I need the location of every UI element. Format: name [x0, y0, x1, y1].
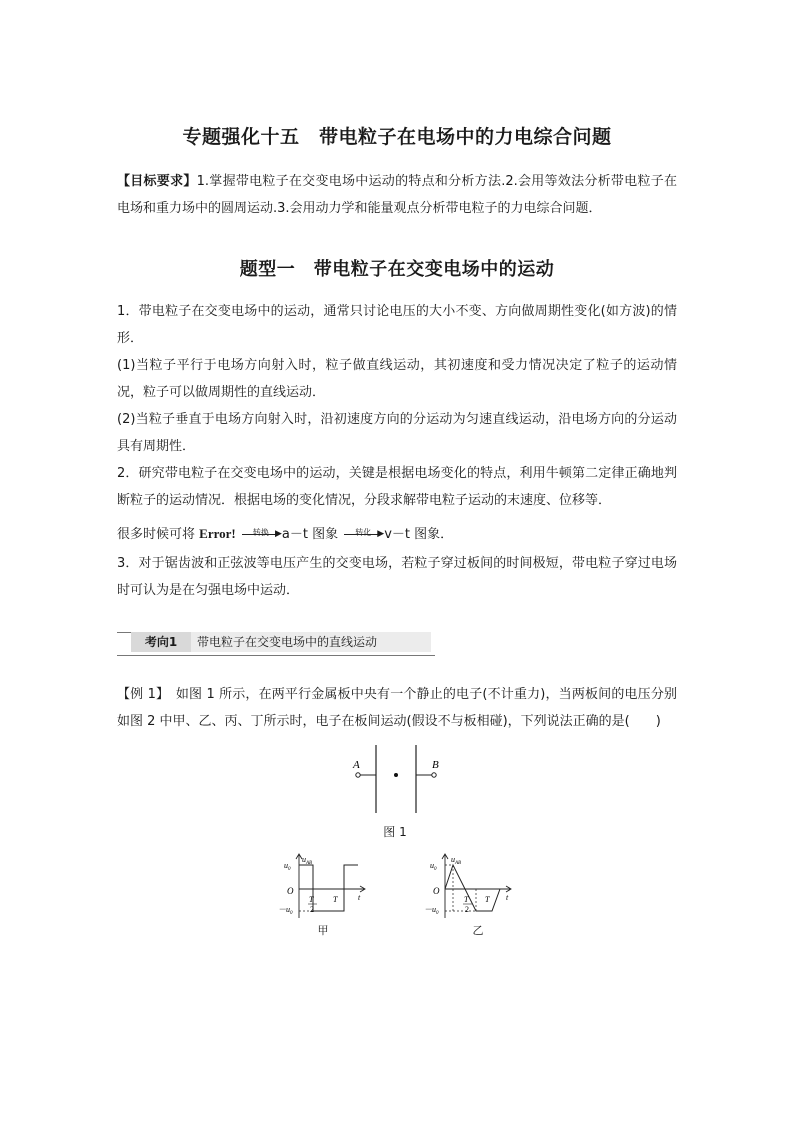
example-paragraph: 【例 1】 如图 1 所示，在两平行金属板中央有一个静止的电子(不计重力)，当两板间的电压分别如图 2 中甲、乙、丙、丁所示时，电子在板间运动(假设不与板相碰)，下列说法正确的是( ): [117, 687, 677, 729]
body-paragraph-3: (2)当粒子垂直于电场方向射入时，沿初速度方向的分运动为匀速直线运动，沿电场方向的分运动具有周期性．: [117, 412, 677, 454]
convert-arrow-label: 转换: [252, 527, 269, 537]
kaoxiang-banner: [117, 628, 435, 656]
figure-1-caption: 图 1: [383, 825, 407, 839]
svg-text:u0: [430, 861, 437, 872]
yi-two: 2: [465, 905, 469, 914]
jia-two: 2: [310, 905, 314, 914]
goals-text: 1.掌握带电粒子在交变电场中运动的特点和分析方法.2.会用等效法分析带电粒子在电场和重力场中的圆周运动.3.会用动力学和能量观点分析带电粒子的力电综合问题．: [117, 174, 677, 216]
jia-u0: u: [284, 861, 288, 870]
plate-a-label: A: [353, 759, 360, 771]
jia-half-t: T: [309, 895, 314, 904]
yi-t: T: [485, 895, 490, 904]
jia-t: T: [333, 895, 338, 904]
yi-neg-u0-sub: 0: [436, 911, 439, 916]
svg-text:－u0: [278, 905, 293, 916]
transform-arrow: [342, 528, 384, 542]
figure-2-jia: [278, 852, 378, 922]
figure-2-jia-caption: 甲: [317, 924, 329, 937]
jia-neg-u0-sub: 0: [290, 911, 293, 916]
transform-arrow-label: 转化: [355, 527, 372, 537]
svg-text:uAB: [302, 855, 312, 866]
goals-paragraph: [117, 168, 677, 222]
yi-u0: u: [430, 861, 434, 870]
figure-2-yi-caption: 乙: [472, 924, 484, 937]
svg-text:－u0: [424, 905, 439, 916]
body-paragraph-4: 2．研究带电粒子在交变电场中的运动，关键是根据电场变化的特点，利用牛顿第二定律正确地判断粒子的运动情况．根据电场的变化情况，分段求解带电粒子运动的末速度、位移等．: [117, 466, 677, 508]
yi-neg-u0: －u: [424, 905, 436, 914]
plate-b-label: B: [432, 759, 439, 771]
jia-xlabel: t: [358, 893, 361, 902]
body-paragraph-1: 1．带电粒子在交变电场中的运动，通常只讨论电压的大小不变、方向做周期性变化(如方波)的情形．: [117, 304, 677, 346]
kaoxiang-label: 带电粒子在交变电场中的直线运动: [191, 632, 431, 652]
figure-2-yi: [424, 852, 524, 922]
page-title: 专题强化十五 带电粒子在电场中的力电综合问题: [182, 126, 612, 148]
yi-ylabel-sub: AB: [455, 861, 462, 866]
yi-origin: O: [433, 886, 440, 896]
jia-ylabel-sub: AB: [306, 861, 313, 866]
jia-u0-sub: 0: [288, 867, 291, 872]
yi-xlabel: t: [506, 893, 509, 902]
p5-text-b: a－t 图象: [281, 527, 339, 542]
jia-ylabel: u: [302, 855, 306, 864]
error-text: Error!: [199, 526, 236, 541]
kaoxiang-tag: 考向1: [131, 632, 191, 652]
p5-text-a: 很多时候可将: [117, 527, 196, 542]
arrow-head-icon: ▶: [274, 528, 282, 539]
body-paragraph-2: (1)当粒子平行于电场方向射入时，粒子做直线运动，其初速度和受力情况决定了粒子的运动情况，粒子可以做周期性的直线运动．: [117, 358, 677, 400]
body-paragraph-6: 3．对于锯齿波和正弦波等电压产生的交变电场，若粒子穿过板间的时间极短，带电粒子穿过电场时可认为是在匀强电场中运动．: [117, 556, 677, 598]
body-paragraph-5: [117, 520, 677, 548]
svg-text:u0: [284, 861, 291, 872]
convert-arrow: [240, 528, 282, 542]
yi-half-t: T: [464, 895, 469, 904]
arrow-head-icon: ▶: [377, 528, 385, 539]
yi-u0-sub: 0: [434, 867, 437, 872]
figure-1-plates: [340, 745, 450, 820]
jia-neg-u0: －u: [278, 905, 290, 914]
goals-tag: 【目标要求】: [117, 174, 197, 189]
svg-text:uAB: [451, 855, 461, 866]
section-heading: 题型一 带电粒子在交变电场中的运动: [239, 259, 555, 280]
jia-origin: O: [287, 886, 294, 896]
yi-ylabel: u: [451, 855, 455, 864]
p5-text-c: v－t 图象．: [384, 527, 454, 542]
